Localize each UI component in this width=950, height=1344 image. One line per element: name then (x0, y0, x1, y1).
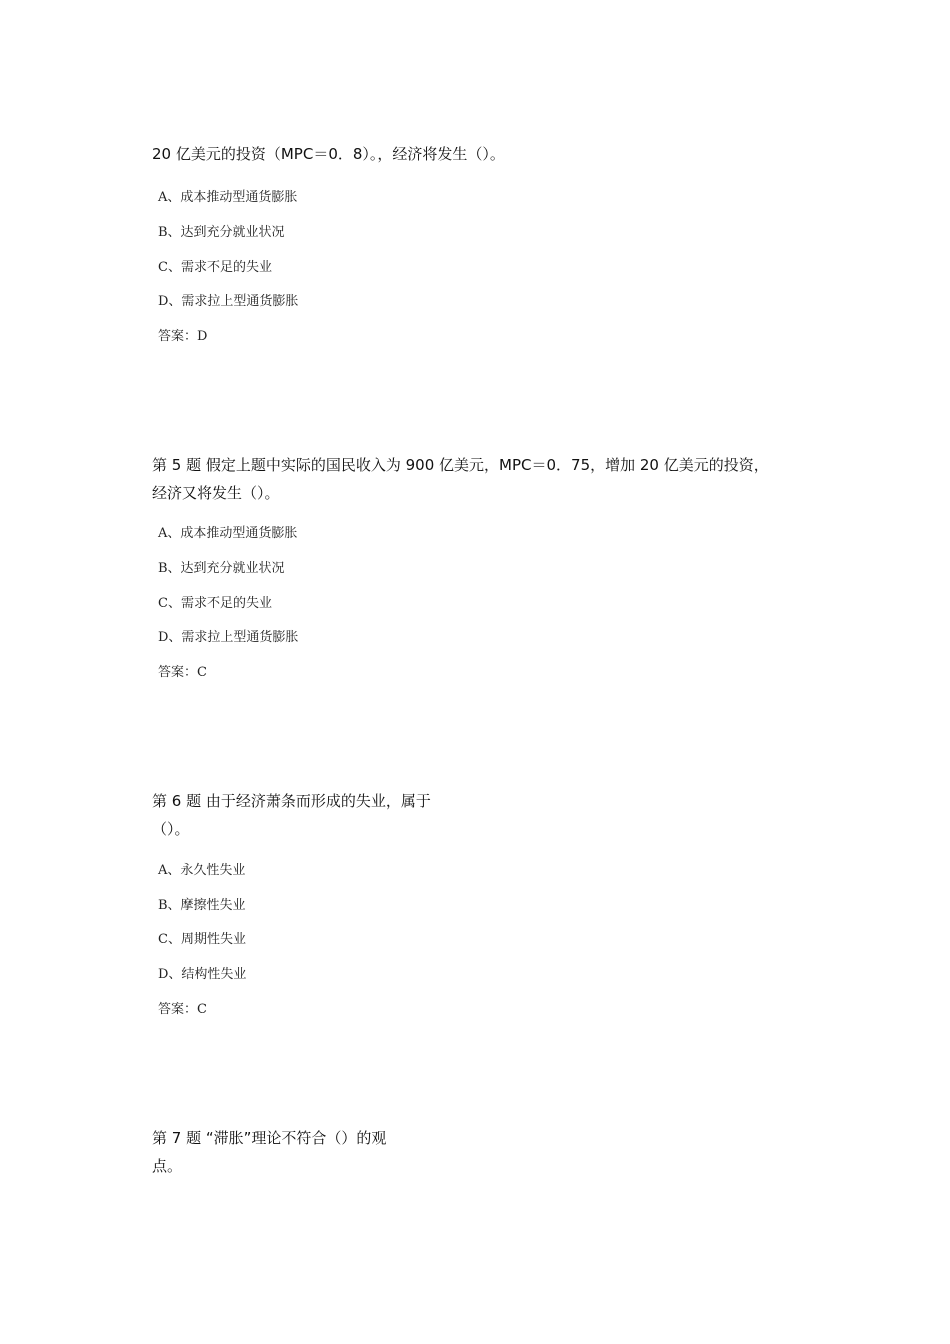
question-line: （）。 (152, 820, 190, 838)
option-d: D、需求拉上型通货膨胀 (158, 294, 299, 309)
option-b: B、达到充分就业状况 (158, 561, 285, 576)
answer-text: 答案：C (158, 665, 207, 680)
question-line: 20 亿美元的投资（MPC＝0．8）。，经济将发生（）。 (152, 145, 505, 163)
answer-text: 答案：C (158, 1002, 207, 1017)
question-6-text (152, 787, 431, 843)
option-d: D、需求拉上型通货膨胀 (158, 630, 299, 645)
option-a: A、成本推动型通货膨胀 (158, 526, 298, 541)
question-line: 第 7 题 “滞胀”理论不符合（）的观 (152, 1129, 387, 1147)
option-c: C、需求不足的失业 (158, 596, 272, 611)
question-line: 经济又将发生（）。 (152, 484, 280, 502)
question-line: 第 6 题 由于经济萧条而形成的失业，属于 (152, 792, 431, 810)
option-d: D、结构性失业 (158, 967, 247, 982)
option-c: C、需求不足的失业 (158, 260, 272, 275)
answer-text: 答案：D (158, 329, 208, 344)
question-line: 第 5 题 假定上题中实际的国民收入为 900 亿美元，MPC＝0．75，增加 20 亿美元的投资， (152, 456, 769, 474)
question-5-text (152, 451, 769, 507)
option-a: A、成本推动型通货膨胀 (158, 190, 298, 205)
question-line: 点。 (152, 1157, 183, 1175)
question-4-text (152, 140, 505, 168)
option-b: B、摩擦性失业 (158, 898, 246, 913)
question-7-text (152, 1124, 386, 1180)
option-b: B、达到充分就业状况 (158, 225, 285, 240)
option-c: C、周期性失业 (158, 932, 246, 947)
option-a: A、永久性失业 (158, 863, 246, 878)
